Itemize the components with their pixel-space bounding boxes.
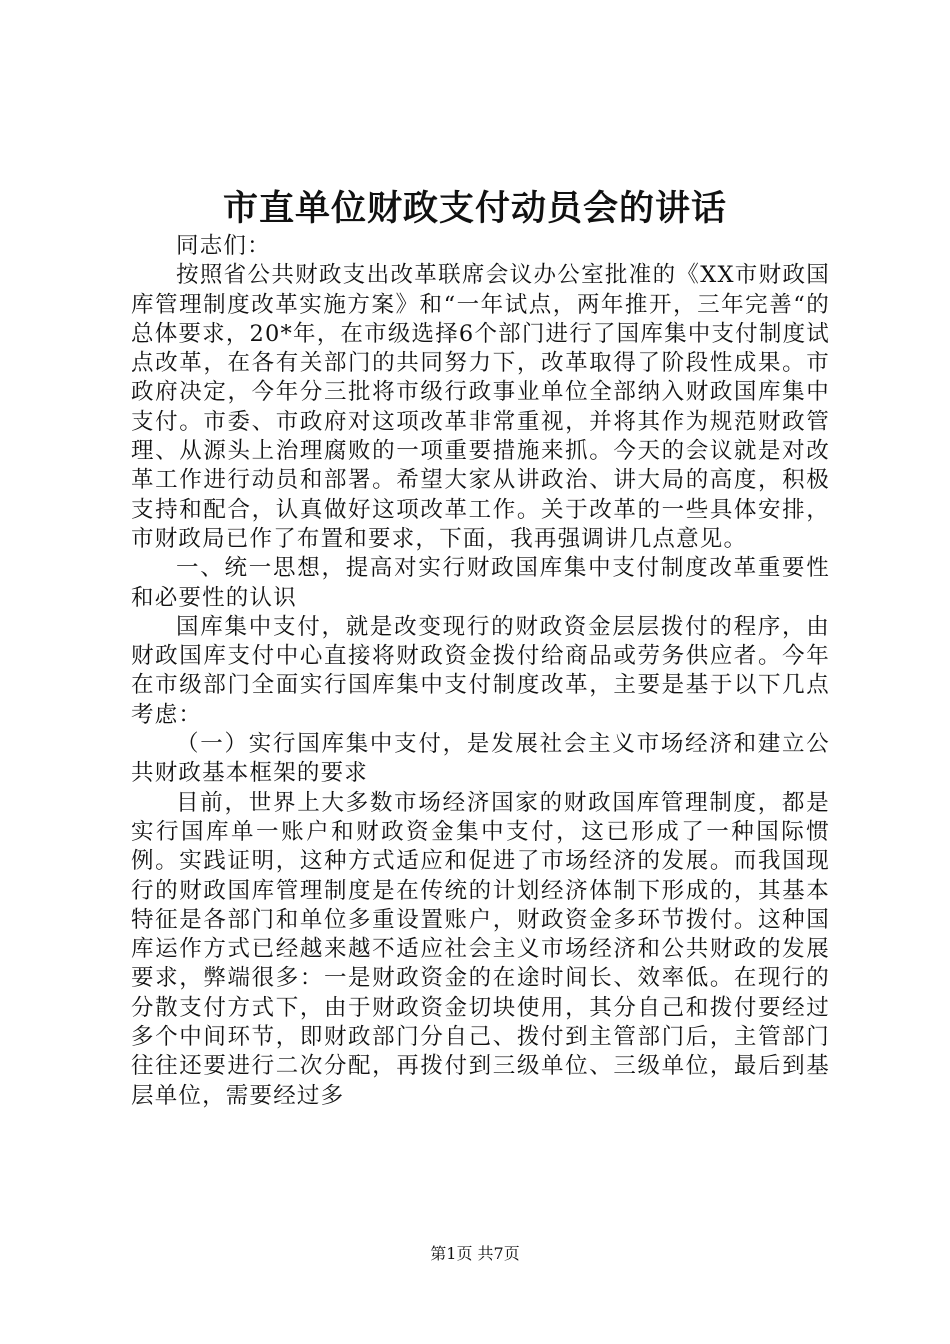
document-body — [131, 232, 830, 1111]
body-paragraph: 目前，世界上大多数市场经济国家的财政国库管理制度，都是实行国库单一账户和财政资金集中支付，这已形成了一种国际惯例。实践证明，这种方式适应和促进了市场经济的发展。而我国现行的财政国库管理制度是在传统的计划经济体制下形成的，其基本特征是各部门和单位多重设置账户，财政资金多环节拨付。这种国库运作方式已经越来越不适应社会主义市场经济和公共财政的发展要求，弊端很多：一是财政资金的在途时间长、效率低。在现行的分散支付方式下，由于财政资金切块使用，其分自己和拨付要经过多个中间环节，即财政部门分自己、拨付到主管部门后，主管部门往往还要进行二次分配，再拨付到三级单位、三级单位，最后到基层单位，需要经过多 — [131, 789, 830, 1109]
section-heading: 一、统一思想，提高对实行财政国库集中支付制度改革重要性和必要性的认识 — [131, 555, 830, 611]
page-number-footer: 第1页 共7页 — [430, 1244, 520, 1263]
salutation-paragraph: 同志们： — [176, 233, 271, 259]
body-paragraph: 国库集中支付，就是改变现行的财政资金层层拨付的程序，由财政国库支付中心直接将财政资金拨付给商品或劳务供应者。今年在市级部门全面实行国库集中支付制度改革，主要是基于以下几点考虑： — [131, 613, 830, 728]
body-paragraph: 按照省公共财政支出改革联席会议办公室批准的《XX市财政国库管理制度改革实施方案》和“一年试点，两年推开，三年完善“的总体要求，20*年，在市级选择6个部门进行了国库集中支付制度试点改革，在各有关部门的共同努力下，改革取得了阶段性成果。市政府决定，今年分三批将市级行政事业单位全部纳入财政国库集中支付。市委、市政府对这项改革非常重视，并将其作为规范财政管理、从源头上治理腐败的一项重要措施来抓。今天的会议就是对改革工作进行动员和部署。希望大家从讲政治、讲大局的高度，积极支持和配合，认真做好这项改革工作。关于改革的一些具体安排，市财政局已作了布置和要求，下面，我再强调讲几点意见。 — [131, 262, 830, 552]
document-title: 市直单位财政支付动员会的讲话 — [222, 188, 727, 229]
subsection-heading: （一）实行国库集中支付，是发展社会主义市场经济和建立公共财政基本框架的要求 — [131, 731, 830, 787]
